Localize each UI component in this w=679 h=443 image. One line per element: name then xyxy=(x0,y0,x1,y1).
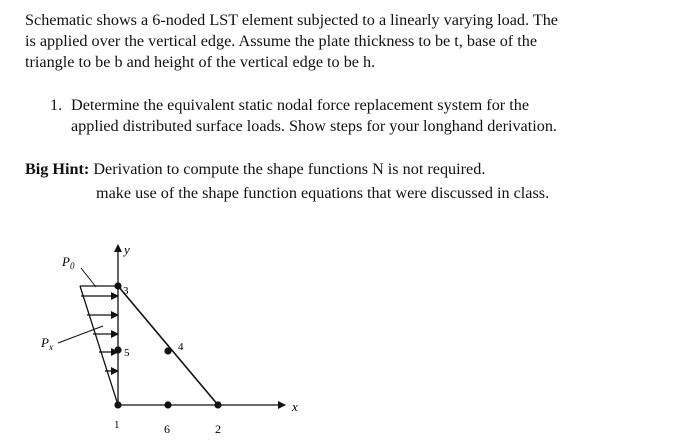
question-line-2: applied distributed surface loads. Show steps for your longhand derivation. xyxy=(71,117,557,135)
px-label: $P_x$ xyxy=(41,335,53,352)
y-axis-label: y xyxy=(124,242,130,257)
intro-line-1: Schematic shows a 6-noded LST element subjected to a linearly varying load. The xyxy=(25,11,558,29)
intro-line-2: is applied over the vertical edge. Assume the plate thickness to be t, base of the xyxy=(25,32,538,50)
hint-line-1: Derivation to compute the shape functions N is not required. xyxy=(89,160,486,178)
node-2 xyxy=(214,401,221,408)
node-4 xyxy=(164,347,171,354)
load-slope-edge xyxy=(80,286,118,405)
node-2-label: 2 xyxy=(215,422,221,436)
hint-line-2: make use of the shape function equations that were discussed in class. xyxy=(96,184,550,202)
p0-leader xyxy=(81,268,96,287)
question-line-1: Determine the equivalent static nodal force replacement system for the xyxy=(71,96,530,114)
node-5-label: 5 xyxy=(124,347,130,359)
node-3-label: 3 xyxy=(123,285,129,297)
hint-label: Big Hint: xyxy=(25,160,90,178)
question-number: 1. xyxy=(50,96,63,114)
node-5 xyxy=(114,346,121,353)
node-3 xyxy=(114,282,121,289)
node-4-label: 4 xyxy=(178,341,184,353)
triangle-hypotenuse xyxy=(118,286,218,405)
node-6-label: 6 xyxy=(164,422,170,436)
intro-line-3: triangle to be b and height of the vertical edge to be h. xyxy=(25,53,376,71)
node-1-label: 1 xyxy=(114,419,120,431)
x-axis-label: x xyxy=(292,399,298,414)
node-1 xyxy=(114,401,121,408)
p0-label: $P_0$ xyxy=(62,254,75,271)
node-6 xyxy=(164,401,171,408)
